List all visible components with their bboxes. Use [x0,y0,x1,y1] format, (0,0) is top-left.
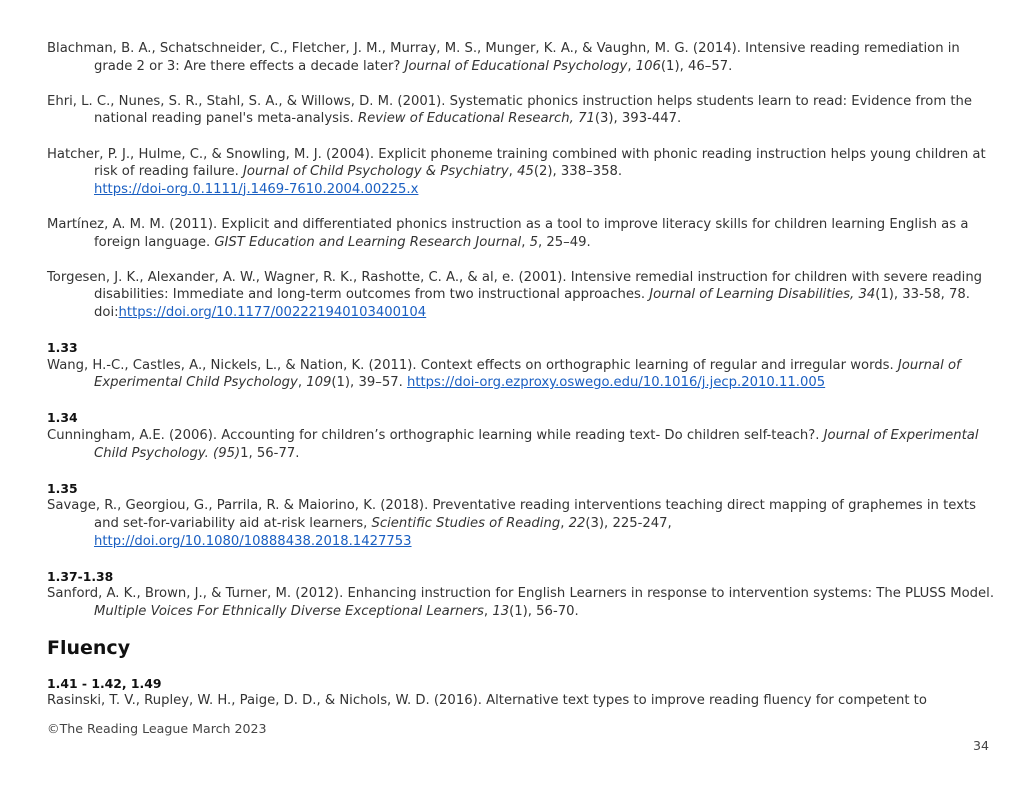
journal-title: Multiple Voices For Ethnically Diverse Exceptional Learners [94,604,484,619]
reference-entry [47,585,997,620]
reference-text: Hatcher, P. J., Hulme, C., & Snowling, M. J. (2004). Explicit phoneme training combined with phonic reading instruction helps young children at risk of reading failure. [47,146,986,180]
journal-title: Review of Educational Research, [357,111,574,127]
reference-entry [47,269,997,322]
doi-link[interactable]: https://doi.org/10.1177/002221940103400104 [118,304,427,320]
volume: 71 [578,111,595,127]
section-label: 1.35 [47,480,78,496]
reference-text: Rasinski, T. V., Rupley, W. H., Paige, D. D., & Nichols, W. D. (2016). Alternative text types to improve reading fluency for competent to [47,693,927,709]
volume: 45 [517,164,534,180]
doi-link[interactable]: https://doi-org.0.1111/j.1469-7610.2004.00225.x [94,181,419,197]
section-label: 1.33 [47,340,78,356]
section-heading: Fluency [47,636,131,659]
reference-entry [47,40,997,75]
page-number: 34 [972,738,989,753]
reference-entry [47,427,997,462]
doi-link[interactable]: https://doi-org.ezproxy.oswego.edu/10.1016/j.jecp.2010.11.005 [406,375,826,391]
reference-text: Ehri, L. C., Nunes, S. R., Stahl, S. A., & Willows, D. M. (2001). Systematic phonics instruction helps students learn to read: Evidence from the national reading panel's meta-analysis. [47,93,972,127]
issue-pages: , 25–49. [538,234,591,250]
separator: , [508,164,518,180]
journal-title: GIST Education and Learning Research Journal [214,234,522,250]
issue-pages: 1, 56-77. [240,445,300,461]
reference-entry [47,357,997,392]
reference-entry [47,497,997,550]
journal-title: Journal of Experimental Child Psychology. [94,428,979,461]
reference-text: Martínez, A. M. M. (2011). Explicit and differentiated phonics instruction as a tool to improve literacy skills for children learning English as a foreign language. [47,216,969,250]
volume: 109 [306,375,332,391]
issue-pages: (2), 338–358. [533,164,623,180]
reference-text: Cunningham, A.E. (2006). Accounting for children’s orthographic learning while reading text- Do children self-teach?. [47,428,824,444]
reference-text: Torgesen, J. K., Alexander, A. W., Wagner, R. K., Rashotte, C. A., & al, e. (2001). Intensive remedial instruction for children with severe reading disabilities: Immediate and long-term outcomes from two instructional approaches. [47,269,983,303]
journal-title: Journal of Child Psychology & Psychiatry [243,164,509,180]
doi-link[interactable]: http://doi.org/10.1080/10888438.2018.1427753 [94,533,412,549]
issue-pages: (1), 33-58, 78. doi: [94,287,970,320]
reference-entry [47,146,997,199]
section-label: 1.34 [47,410,78,426]
volume: 106 [635,58,661,74]
separator: , [560,516,569,532]
journal-title: Scientific Studies of Reading [371,516,561,532]
separator: , [627,58,636,74]
section-label: 1.41 - 1.42, 1.49 [47,675,162,691]
issue-pages: (1), 39–57. [331,375,407,391]
journal-title: Journal of Educational Psychology [404,58,628,74]
volume: 34 [858,287,876,303]
reference-text: Wang, H.-C., Castles, A., Nickels, L., & Nation, K. (2011). Context effects on orthographic learning of regular and irregular words. [47,357,898,373]
volume: (95) [213,445,241,461]
reference-entry [47,692,997,710]
reference-list [47,40,997,710]
separator: , [483,604,493,619]
separator: , [521,234,530,250]
reference-entry [47,93,997,128]
volume: 13 [492,604,510,619]
journal-title: Journal of Experimental Child Psychology [94,357,961,391]
issue-pages: (3), 225-247, [585,516,672,532]
reference-entry [47,216,997,251]
footer-copyright: ©The Reading League March 2023 [47,721,267,736]
issue-pages: (3), 393-447. [594,111,682,127]
reference-text: Blachman, B. A., Schatschneider, C., Fletcher, J. M., Murray, M. S., Munger, K. A., & Vaughn, M. G. (2014). Intensive reading remediation in grade 2 or 3: Are there effects a decade later? [47,41,960,74]
reference-text: Savage, R., Georgiou, G., Parrila, R. & Maiorino, K. (2018). Preventative reading interventions teaching direct mapping of graphemes in texts and set-for-variability aid at-risk learners, [47,498,976,532]
reference-text: Sanford, A. K., Brown, J., & Turner, M. (2012). Enhancing instruction for English Learners in response to intervention systems: The PLUSS Model. [47,586,995,602]
issue-pages: (1), 46–57. [660,58,733,74]
separator: , [297,375,307,391]
volume: 22 [568,516,586,532]
journal-title: Journal of Learning Disabilities, [649,287,855,303]
section-label: 1.37-1.38 [47,568,114,584]
issue-pages: (1), 56-70. [509,604,579,619]
volume: 5 [529,234,538,250]
